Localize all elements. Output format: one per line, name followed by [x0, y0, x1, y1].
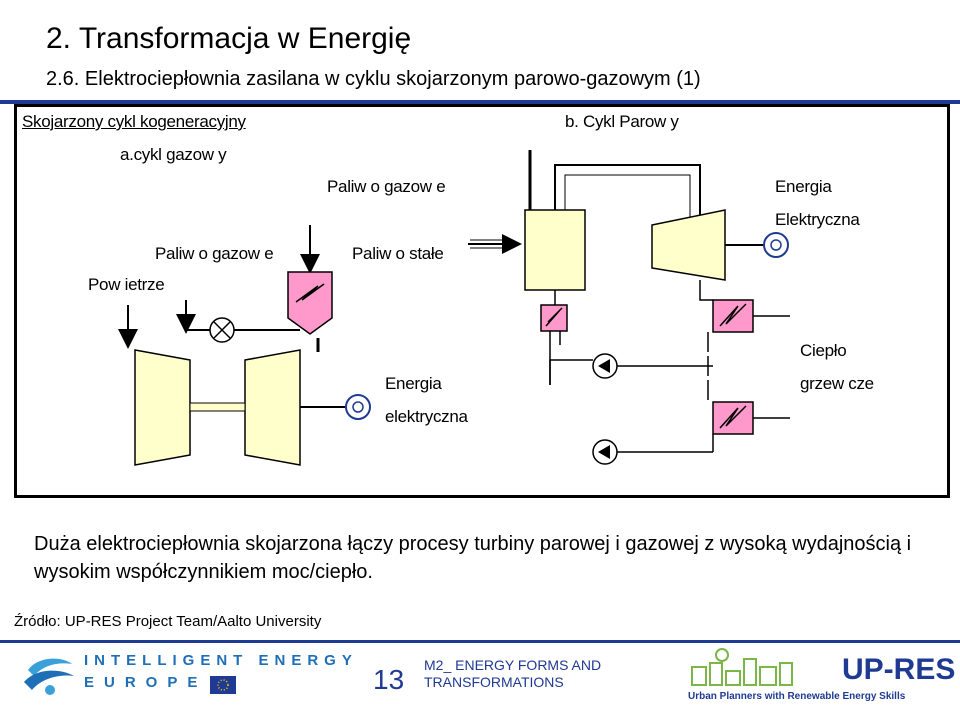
- air-label: Pow ietrze: [88, 275, 165, 294]
- fuel-gas-left-label: Paliw o gazow e: [155, 244, 274, 263]
- boiler: [525, 210, 585, 290]
- caption-text: Duża elektrociepłownia skojarzona łączy procesy turbiny parowej i gazowej z wysoką wydajnością i wysokim współczynnikiem moc/ciepło.: [34, 533, 912, 583]
- source-text: Źródło: UP-RES Project Team/Aalto University: [14, 613, 322, 630]
- intelligent-energy-europe-logo: [20, 648, 358, 698]
- pump-upper-icon: [593, 354, 617, 378]
- combustion-chamber: [288, 272, 332, 334]
- energy-electric-upper-label-2: Elektryczna: [775, 210, 860, 229]
- ie-swirl-icon: [20, 650, 80, 698]
- generator-lower-icon: [346, 395, 370, 419]
- footer-topic: M2_ ENERGY FORMS AND TRANSFORMATIONS: [424, 657, 602, 690]
- gas-turbine: [245, 350, 300, 465]
- superheater: [541, 305, 567, 331]
- eu-flag-icon: [210, 676, 236, 694]
- steam-cycle-label: b. Cykl Parow y: [565, 112, 679, 131]
- steam-turbine: [652, 210, 725, 280]
- ie-line1: INTELLIGENT ENERGY: [84, 652, 358, 669]
- footer-divider: [0, 640, 960, 643]
- fuel-gas-top-label: Paliw o gazow e: [327, 177, 446, 196]
- heat-exchanger-lower: [713, 402, 753, 434]
- page-subtitle: 2.6. Elektrociepłownia zasilana w cyklu skojarzonym parowo-gazowym (1): [46, 68, 701, 90]
- pump-lower-icon: [593, 440, 617, 464]
- energy-electric-upper-label-1: Energia: [775, 177, 832, 196]
- city-skyline-icon: [682, 645, 842, 687]
- mixing-valve: [186, 318, 300, 342]
- page-title: 2. Transformacja w Energię: [46, 22, 412, 55]
- heat-label-1: Ciepło: [800, 341, 847, 360]
- compressor: [135, 350, 190, 465]
- gas-cycle-label: a.cykl gazow y: [120, 145, 227, 164]
- energy-electric-lower-label-2: elektryczna: [385, 407, 468, 426]
- turbine-shaft: [190, 403, 245, 411]
- upres-name: UP-RES: [842, 653, 956, 686]
- generator-upper-icon: [764, 233, 788, 257]
- ie-line2: EUROPE: [84, 674, 208, 691]
- upres-tagline: Urban Planners with Renewable Energy Skills: [688, 691, 906, 702]
- page-number: 13: [373, 664, 405, 695]
- solid-fuel-label: Paliw o stałe: [352, 244, 444, 263]
- up-res-logo: [682, 645, 956, 711]
- heat-label-2: grzew cze: [800, 374, 874, 393]
- energy-electric-lower-label-1: Energia: [385, 374, 442, 393]
- solid-fuel-arrow: [468, 240, 518, 248]
- heat-exchanger-upper: [713, 300, 753, 332]
- diagram-heading: Skojarzony cykl kogeneracyjny: [22, 112, 246, 131]
